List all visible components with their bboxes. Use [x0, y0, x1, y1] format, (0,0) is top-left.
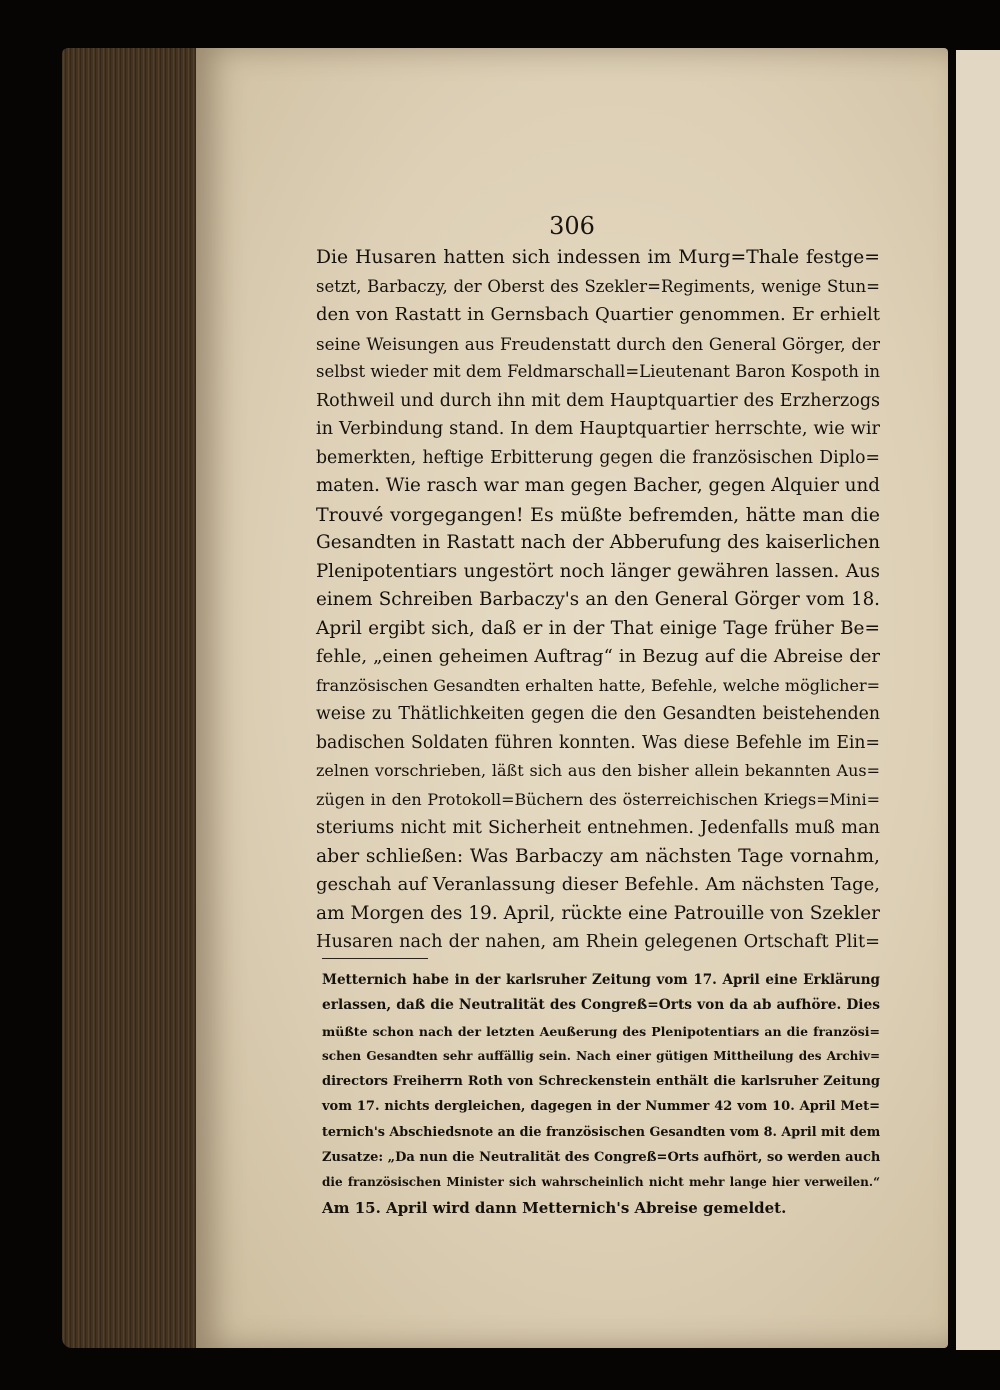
book-page	[196, 48, 948, 1348]
body-text	[316, 244, 880, 957]
body-line: Rothweil und durch ihn mit dem Hauptquartier des Erzherzogs	[316, 390, 880, 411]
body-line: französischen Gesandten erhalten hatte, Befehle, welche möglicher=	[316, 675, 880, 695]
footnote-line: Metternich habe in der karlsruher Zeitung vom 17. April eine Erklärung	[322, 972, 880, 988]
footnote-line: müßte schon nach der letzten Aeußerung des Plenipotentiars an die französi=	[322, 1023, 880, 1039]
facing-page-edge	[956, 50, 1000, 1350]
footnote-rule	[322, 958, 428, 959]
footnote-line: Am 15. April wird dann Metternich's Abreise gemeldet.	[322, 1198, 787, 1217]
body-line: fehle, „einen geheimen Auftrag“ in Bezug auf die Abreise der	[316, 646, 880, 667]
body-line: maten. Wie rasch war man gegen Bacher, gegen Alquier und	[316, 475, 880, 496]
body-line: zelnen vorschrieben, läßt sich aus den bisher allein bekannten Aus=	[316, 761, 880, 780]
body-line: in Verbindung stand. In dem Hauptquartier herrschte, wie wir	[316, 419, 880, 439]
footnote-line: die französischen Minister sich wahrscheinlich nicht mehr lange hier verweilen.“	[322, 1175, 880, 1190]
body-line: Plenipotentiars ungestört noch länger gewähren lassen. Aus	[316, 560, 880, 582]
footnote-line: vom 17. nichts dergleichen, dagegen in der Nummer 42 vom 10. April Met=	[322, 1099, 880, 1115]
body-line: setzt, Barbaczy, der Oberst des Szekler=Regiments, wenige Stun=	[316, 276, 880, 296]
footnote-line: directors Freiherrn Roth von Schreckenstein enthält die karlsruher Zeitung	[322, 1074, 880, 1090]
body-line: badischen Soldaten führen konnten. Was diese Befehle im Ein=	[316, 732, 880, 753]
body-line: am Morgen des 19. April, rückte eine Patrouille von Szekler	[316, 902, 880, 924]
body-line: Husaren nach der nahen, am Rhein gelegenen Ortschaft Plit=	[316, 932, 880, 952]
body-line: zügen in den Protokoll=Büchern des österreichischen Kriegs=Mini=	[316, 789, 880, 809]
body-line: Gesandten in Rastatt nach der Abberufung des kaiserlichen	[316, 532, 880, 553]
body-line: einem Schreiben Barbaczy's an den General Görger vom 18.	[316, 589, 880, 610]
footnote-line: erlassen, daß die Neutralität des Congreß=Orts von da ab aufhöre. Dies	[322, 997, 880, 1014]
body-line: seine Weisungen aus Freudenstatt durch den General Görger, der	[316, 333, 880, 354]
body-line: den von Rastatt in Gernsbach Quartier genommen. Er erhielt	[316, 304, 880, 325]
body-line: Trouvé vorgegangen! Es müßte befremden, hätte man die	[316, 503, 880, 526]
page-number: 306	[549, 212, 595, 240]
body-line: bemerkten, heftige Erbitterung gegen die französischen Diplo=	[316, 447, 880, 468]
body-line: steriums nicht mit Sicherheit entnehmen. Jedenfalls muß man	[316, 818, 880, 838]
footnote-line: Zusatze: „Da nun die Neutralität des Congreß=Orts aufhört, so werden auch	[322, 1150, 881, 1166]
body-line: selbst wieder mit dem Feldmarschall=Lieutenant Baron Kospoth in	[316, 362, 880, 381]
book-page-edges	[62, 48, 202, 1348]
body-line: Die Husaren hatten sich indessen im Murg=Thale festge=	[316, 247, 880, 268]
body-line: April ergibt sich, daß er in der That einige Tage früher Be=	[316, 617, 880, 639]
body-line: weise zu Thätlichkeiten gegen die den Gesandten beistehenden	[316, 704, 880, 724]
footnote	[322, 968, 880, 1221]
footnote-line: ternich's Abschiedsnote an die französischen Gesandten vom 8. April mit dem	[322, 1124, 881, 1140]
footnote-line: schen Gesandten sehr auffällig sein. Nach einer gütigen Mittheilung des Archiv=	[322, 1048, 880, 1063]
body-line: geschah auf Veranlassung dieser Befehle. Am nächsten Tage,	[316, 874, 880, 895]
body-line: aber schließen: Was Barbaczy am nächsten Tage vornahm,	[316, 845, 880, 867]
